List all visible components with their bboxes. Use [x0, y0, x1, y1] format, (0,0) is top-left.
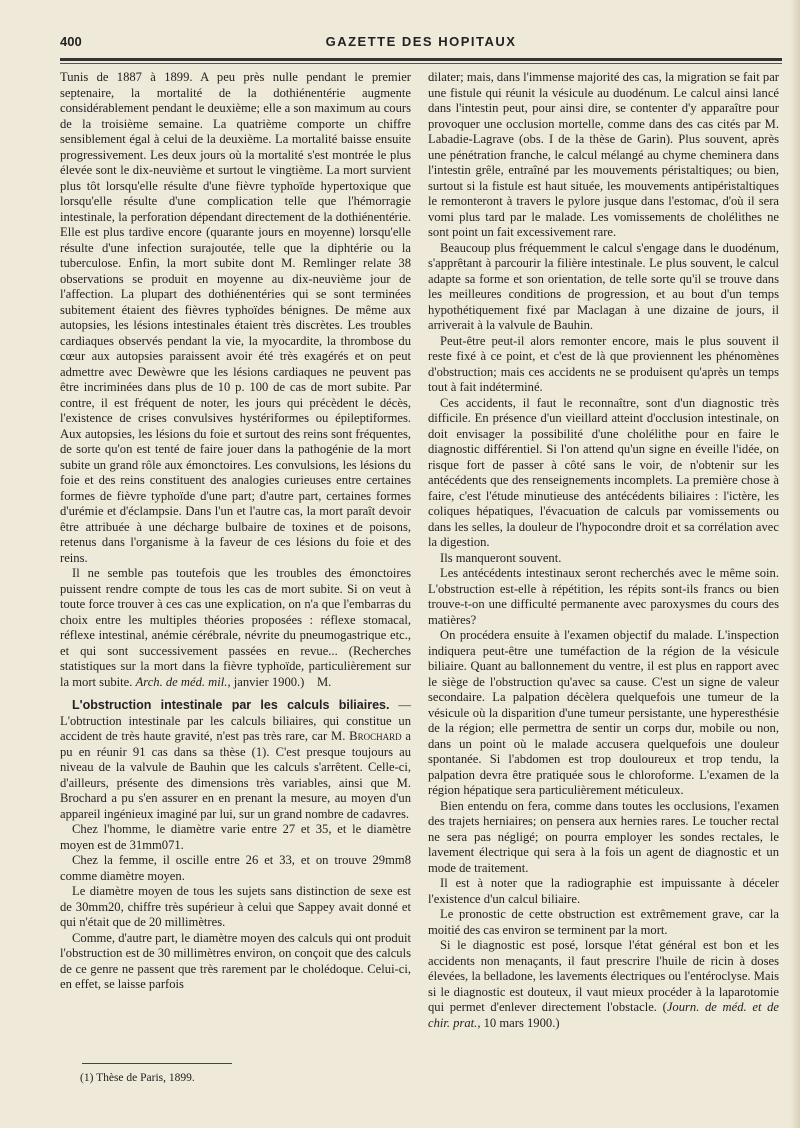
paragraph-text: — L'obtruction intestinale par les calculs biliaires, qui constitue un accident de très haute gravité, n'est pas très rare, car M.	[60, 698, 411, 743]
paragraph	[60, 566, 411, 690]
footnote-rule	[82, 1063, 232, 1064]
paragraph-text: Il ne semble pas toutefois que les troubles des émonctoires puissent rendre compte de tous les cas de mort subite. Si on veut à toute force trouver à ces cas une explication, on n'a que l'embarras du choix entre les multiples théories proposées : réflexe stomacal, réflexe intestinal, anémie cérébrale, névrite du pneumogastrique etc., et qui sont successivement passées en revue... (Recherches statistiques sur la mort dans la fièvre typhoïde, particulièrement sur la mort subite.	[60, 566, 411, 689]
paragraph: Tunis de 1887 à 1899. A peu près nulle pendant le premier septenaire, la mortalité de la dothiénentérie augmente considérablement pendant le deuxième; elle a son maximum au cours de la troisième semaine. La quatrième comporte un chiffre sensiblement égal à celui de la deuxième. La mortalité baisse ensuite progressivement. Les deux jours où la mortalité s'est montrée le plus élevée sont le dix-neuvième et surtout le vingtième. La mort survient plus tôt lorsqu'elle résulte d'une fièvre typhoïde hypertoxique que lorsqu'elle résulte d'une complication telle que l'hémorragie intestinale, la perforation dépendant directement de la dothiénentérie. Elle est plus tardive encore (quarante jours en moyenne) lorsqu'elle résulte d'une infection surajoutée, telle que la diphtérie ou la tuberculose. Enfin, la mort subite dont M. Remlinger relate 38 observations se produit en moyenne au dix-neuvième jour de l'affection. La plupart des dothiénentéries qui se sont terminées subitement étaient des fièvres typhoïdes bénignes. De même aux autopsies, les lésions intestinales étaient très discrètes. Les troubles cardiaques observés pendant la vie, la myocardite, la thrombose du cœur aux autopsies paraissent avoir été très exagérés et on peut admettre avec Dewèwre que les lésions cardiaques ne peuvent pas être incriminées dans plus de 10 p. 100 de cas de mort subite. Par contre, il est fréquent de noter, les jours qui précèdent le décès, l'existence de crises convulsives hystériformes ou épileptiformes. Aux autopsies, les lésions du foie et surtout des reins sont fréquentes, de sorte qu'on est tenté de faire jouer dans la pathogénie de la mort subite un grand rôle aux émonctoires. Les convulsions, les lésions du foie et des reins constituent des analogies curieuses entre certaines formes de fièvre typhoïde d'une part; d'autre part, certaines formes d'urémie et d'éclampsie. Dans l'un et l'autre cas, la mort paraît devoir être attribuée à une décharge bulbaire de toxines et de poisons, retenus dans l'organisme à la faveur de ces lésions du foie et des reins.	[60, 70, 411, 565]
paragraph: Peut-être peut-il alors remonter encore, mais le plus souvent il reste fixé à ce point, et c'est de là que proviennent les phénomènes d'obstruction; mais ces accidents ne se produisent qu'après un temps tout à fait indéterminé.	[428, 333, 779, 394]
paragraph: Chez la femme, il oscille entre 26 et 33, et on trouve 29mm8 comme diamètre moyen.	[60, 853, 411, 883]
paragraph: Beaucoup plus fréquemment le calcul s'engage dans le duodénum, s'apprêtant à parcourir la filière intestinale. Le plus souvent, le calcul adapte sa forme et son orientation, de telle sorte qu'il se trouve dans les meilleures conditions de progression, et au bout d'un temps hypothétiquement fixé par Maclagan à une dizaine de jours, il arriverait à la valvule de Bauhin.	[428, 240, 779, 332]
citation: Journ. de méd. et de chir. prat.,	[428, 1000, 779, 1030]
paragraph: dilater; mais, dans l'immense majorité des cas, la migration se fait par une fistule qui réunit la vésicule au duodénum. Le calcul ainsi lancé dans l'intestin peut, pour ainsi dire, se contenter d'y apparaître pour provoquer une occlusion mortelle, comme dans des cas cités par M. Labadie-Lagrave (obs. I de la thèse de Garin). Plus souvent, après une pénétration franche, le calcul mélangé au chyme cheminera dans l'intestin grêle, entraîné par les mouvements péristaltiques; ou bien, surtout si la fistule est haut située, les mouvements antipéristaltiques le remonteront à travers le pylore jusque dans l'estomac, d'où il sera vomi plus tard par le malade. Les vomissements de cholélithes ne sont point un fait excessivement rare.	[428, 70, 779, 239]
paragraph: Chez l'homme, le diamètre varie entre 27 et 35, et le diamètre moyen est de 31mm071.	[60, 822, 411, 852]
author-signature: M.	[316, 674, 332, 689]
paragraph: Bien entendu on fera, comme dans toutes les occlusions, l'examen des trajets herniaires; on pensera aux hernies rares. Le toucher rectal ne sera pas négligé; on pourra employer les sondes rectales, le lavement électrique qui sera à la fois un agent de diagnostic et un mode de traitement.	[428, 798, 779, 875]
paragraph	[428, 938, 779, 1031]
paragraph: On procédera ensuite à l'examen objectif du malade. L'inspection indiquera peut-être une tuméfaction de la région de la vésicule biliaire. Quant au ballonnement du ventre, il est plus en rapport avec le siège de l'obstruction qu'avec sa cause. C'est un signe de valeur secondaire. La palpation décèlera quelquefois une tumeur de la vésicule où la disparition d'une tumeur persistante, une hyperesthésie de la région; elle permettra de sentir un corps dur, mobile ou non, dans un point où le malade accusera quelquefois une douleur spontanée. Si l'abdomen est trop douloureux et trop tendu, la palpation devra être pratiquée sous le chloroforme. L'examen de la région hépatique sera particulièrement méticuleux.	[428, 628, 779, 797]
page-edge	[790, 0, 800, 1128]
citation: Arch. de méd. mil.	[135, 674, 228, 689]
page-number: 400	[60, 34, 82, 49]
paragraph: Ils manqueront souvent.	[440, 550, 562, 565]
paragraph-text: a pu en réunir 91 cas dans sa thèse (1). C'est presque toujours au niveau de la valvule de Bauhin que les calculs s'arrêtent. Celle-ci, d'ailleurs, présente des dimensions très variables, ainsi que M. Brochard a pu s'en assurer en en prenant la mesure, au moyen d'un appareil ingénieux imaginé par lui, sur un grand nombre de cadavres.	[60, 729, 411, 821]
section-title: L'obstruction intestinale par les calculs biliaires.	[72, 698, 390, 712]
paragraph: Ces accidents, il faut le reconnaître, sont d'un diagnostic très difficile. En présence d'un vieillard atteint d'occlusion intestinale, on doit envisager la possibilité d'une cholélithe pour en faire le diagnostic différentiel. Si l'on attend qu'un signe en éveille l'idée, on risque fort de passer à côté sans le voir, de n'obtenir sur les antécédents que des renseignements incomplets. La première chose à faire, c'est l'étude minutieuse des antécédents biliaires : l'ictère, les coliques hépatiques, l'évacuation de calculs par vomissements ou dans les selles, la douleur de l'hypocondre droit et sa corrélation avec la digestion.	[428, 395, 779, 549]
journal-title: GAZETTE DES HOPITAUX	[325, 34, 517, 49]
paragraph: Comme, d'autre part, le diamètre moyen des calculs qui ont produit l'obstruction est de 30 millimètres environ, on conçoit que des calculs de ce genre ne passent que très rarement par le cholédoque. Celui-ci, en effet, se laisse parfois	[60, 930, 411, 991]
citation-date: 10 mars 1900.)	[480, 1015, 560, 1030]
paragraph: Le diamètre moyen de tous les sujets sans distinction de sexe est de 30mm20, chiffre très supérieur à celui que Sappey avait donné et qui n'était que de 20 millimètres.	[60, 884, 411, 929]
paragraph: Il est à noter que la radiographie est impuissante à déceler l'existence d'un calcul biliaire.	[428, 876, 779, 906]
header-rule-thick	[60, 58, 782, 61]
paragraph-text: Si le diagnostic est posé, lorsque l'état général est bon et les accidents non menaçants, il faut prescrire l'huile de ricin à doses élevées, la belladone, les lavements électriques ou l'entéroclyse. Mais si le diagnostic est douteux, il vaut mieux procéder à la laparotomie qui permet d'enlever directement l'obstacle. (	[428, 938, 779, 1014]
section-paragraph	[60, 698, 411, 822]
paragraph: Les antécédents intestinaux seront recherchés avec le même soin. L'obstruction est-elle à répétition, les répits sont-ils francs ou bien trouve-t-on une difficulté permanente avec paroxysmes du cours des matières?	[428, 566, 779, 627]
footnote: (1) Thèse de Paris, 1899.	[80, 1072, 195, 1084]
header-rule-thin	[60, 63, 782, 64]
right-column	[428, 70, 779, 1031]
left-column	[60, 70, 411, 993]
page-header	[60, 34, 782, 54]
author-name: Brochard	[349, 729, 402, 743]
paragraph: Le pronostic de cette obstruction est extrêmement grave, car la moitié des cas environ se terminent par la mort.	[428, 907, 779, 937]
citation-date: , janvier 1900.)	[227, 674, 305, 689]
